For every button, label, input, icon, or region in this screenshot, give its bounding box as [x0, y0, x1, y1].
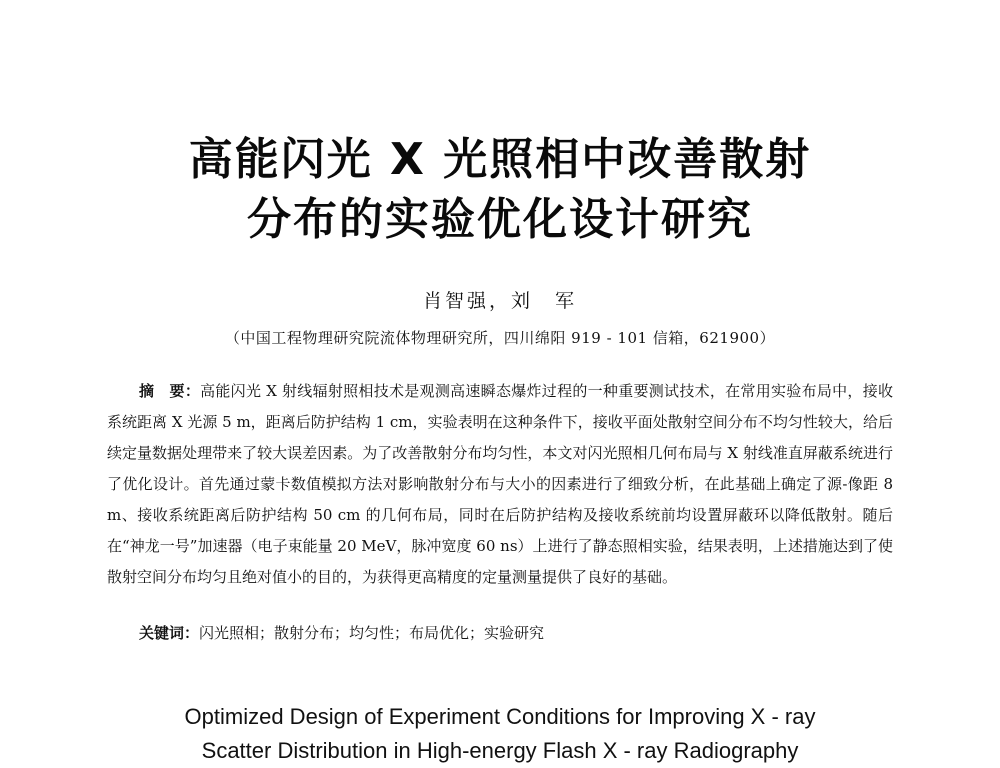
abstract: [107, 376, 893, 593]
paper-title: [0, 130, 1000, 250]
keywords: [139, 622, 544, 644]
keywords-label: 关键词：: [139, 624, 200, 642]
affiliation: （中国工程物理研究院流体物理研究所，四川绵阳 919 - 101 信箱，621900）: [224, 329, 776, 347]
english-title: [0, 700, 1000, 768]
title-line-1: 高能闪光 X 光照相中改善散射: [188, 134, 812, 185]
english-title-line-1: Optimized Design of Experiment Conditions for Improving X - ray: [184, 704, 816, 729]
keywords-text: 闪光照相；散射分布；均匀性；布局优化；实验研究: [199, 624, 545, 642]
title-line-2: 分布的实验优化设计研究: [247, 194, 753, 245]
abstract-label: 摘 要：: [139, 382, 201, 400]
english-title-line-2: Scatter Distribution in High-energy Flash X - ray Radiography: [201, 738, 799, 763]
author-list: 肖智强，刘 军: [422, 290, 577, 312]
abstract-text: 高能闪光 X 射线辐射照相技术是观测高速瞬态爆炸过程的一种重要测试技术，在常用实验布局中，接收系统距离 X 光源 5 m，距离后防护结构 1 cm，实验表明在这种条件下，接收平面处散射空间分布不均匀性较大，给后续定量数据处理带来了较大误差因素。为了改善散射分布均匀性，本文对闪光照相几何布局与 X 射线准直屏蔽系统进行了优化设计。首先通过蒙卡数值模拟方法对影响散射分布与大小的因素进行了细致分析，在此基础上确定了源-像距 8 m、接收系统距离后防护结构 50 cm 的几何布局，同时在后防护结构及接收系统前均设置屏蔽环以降低散射。随后在“神龙一号”加速器（电子束能量 20 MeV，脉冲宽度 60 ns）上进行了静态照相实验，结果表明，上述措施达到了使散射空间分布均匀且绝对值小的目的，为获得更高精度的定量测量提供了良好的基础。: [107, 382, 893, 586]
